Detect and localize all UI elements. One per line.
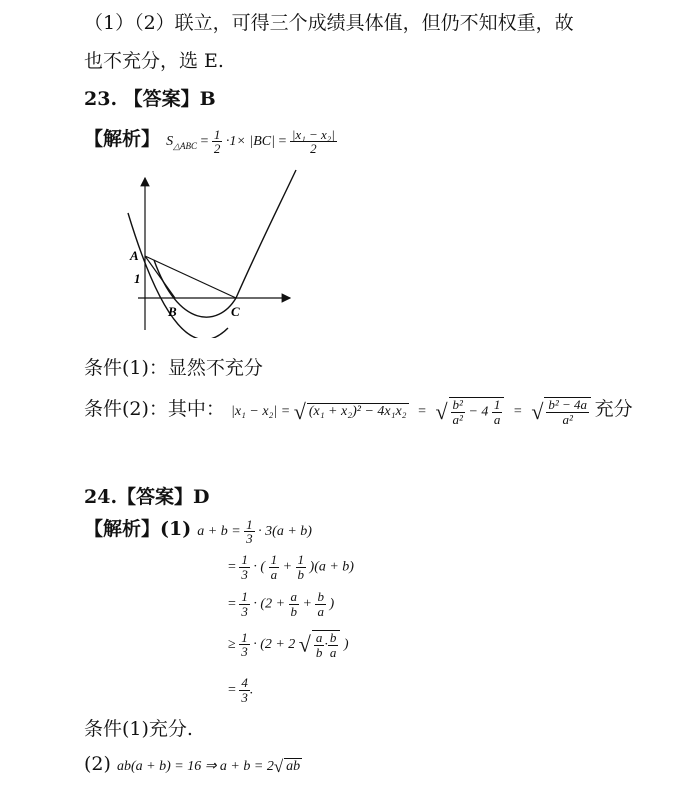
label-b: B: [168, 304, 177, 319]
q23-analysis: [84, 124, 337, 156]
step-2: = $\frac{1}{3}$ · ( $\frac{1}{a}$ + $\frac{1}{b}$ )(a + b): [228, 552, 354, 582]
q24-heading: 24.【答案】D: [84, 486, 210, 508]
q24-cond2: (2) ab(a + b) = 16 ⇒ a + b = 2√ ab: [84, 753, 301, 776]
analysis-label: 【解析】: [84, 128, 161, 150]
step-3: = $\frac{1}{3}$ · (2 + $\frac{a}{b}$ + $\frac{b}{a}$ ): [228, 589, 335, 619]
label-one: 1: [134, 271, 141, 286]
q22-line-2: 也不充分，选 E.: [84, 50, 224, 72]
q23-cond1: 条件(1)：显然不充分: [84, 357, 263, 379]
area-formula: $S_{\triangle ABC}$ = $\frac{1}{2}$ ·1× |BC| = $\frac{\text{|x₁ − x₂|}}{2}$: [166, 126, 335, 157]
q23-cond2: 条件(2)：其中： |x₁ − x₂| = √ (x₁ + x₂)² − 4x₁x₂ = √ $\frac{\text{b²}}{\text{a²}}$ − 4 $\frac{1}{a}$ = √ $\frac{\text{b² − 4a}}{\text{a²}}$ 充分: [84, 397, 633, 427]
label-a: A: [130, 248, 139, 263]
q22-line-1: （1）（2）联立，可得三个成绩具体值，但仍不知权重，故: [84, 12, 574, 34]
q24-analysis: 【解析】(1) a + b = $\frac{1}{3}$ · 3(a + b): [84, 516, 312, 547]
diff-fraction: $\frac{\text{|x₁ − x₂|}}{2}$: [291, 126, 335, 157]
q23-heading: 23. 【答案】B: [84, 88, 216, 110]
step-4: ≥ $\frac{1}{3}$ · (2 + 2 √ $\frac{a}{b}$ · $\frac{b}{a}$ ): [228, 629, 349, 660]
label-c: C: [231, 304, 240, 319]
segment-ac: [145, 256, 236, 298]
parabola-curve: [128, 170, 296, 338]
step-5: = $\frac{4}{3}$ .: [228, 675, 254, 705]
parabola-graph: [118, 168, 318, 338]
half-fraction: $\frac{1}{2}$: [213, 126, 221, 157]
q24-cond1: 条件(1)充分.: [84, 718, 193, 740]
